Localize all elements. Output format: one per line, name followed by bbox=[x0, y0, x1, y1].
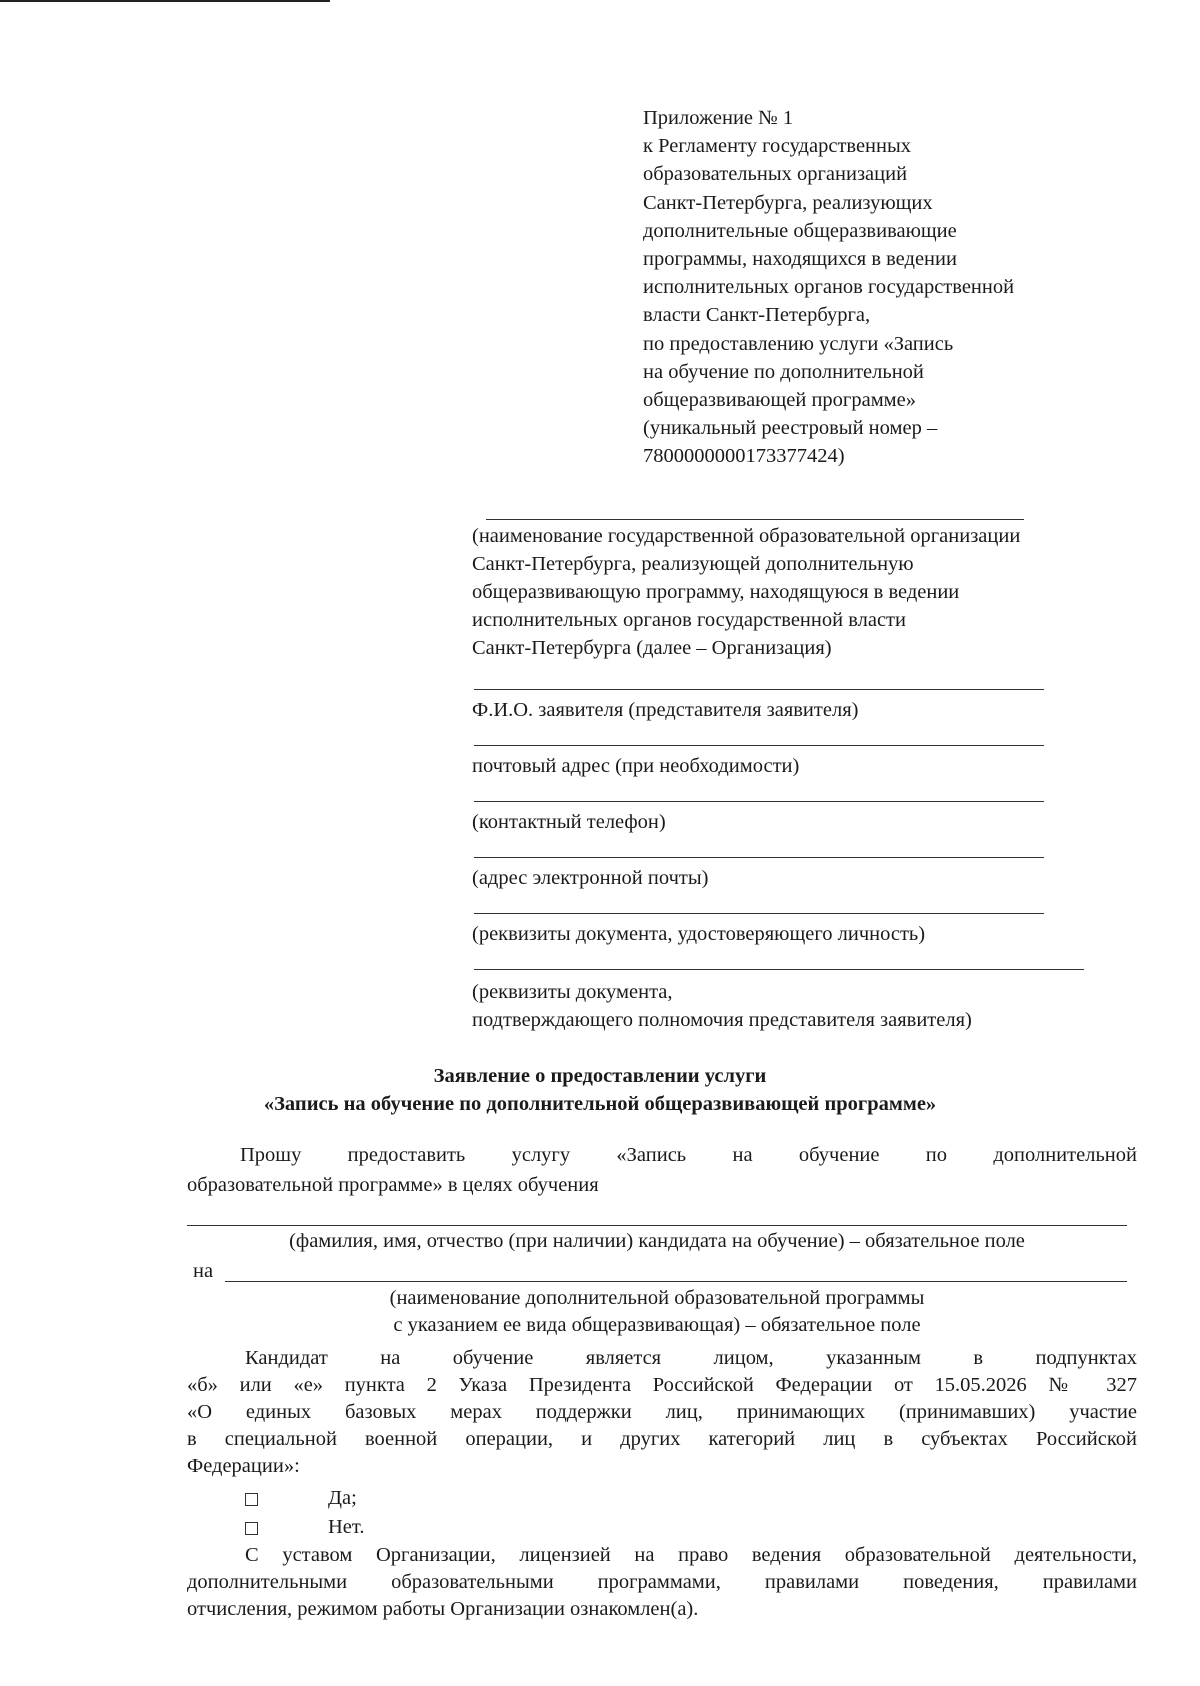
decree-last-line: Федерации»: bbox=[187, 1455, 300, 1477]
org-caption-line: Санкт-Петербурга (далее – Организация) bbox=[472, 637, 832, 659]
request-line-1: Прошу предоставить услугу «Запись на обучение по дополнительной bbox=[240, 1144, 1137, 1166]
authority-document-line[interactable] bbox=[474, 969, 1084, 970]
appendix-line: власти Санкт-Петербурга, bbox=[643, 304, 871, 327]
appendix-line: дополнительные общеразвивающие bbox=[643, 219, 957, 242]
title-line: Заявление о предоставлении услуги bbox=[433, 1065, 767, 1087]
option-no[interactable] bbox=[245, 1514, 364, 1540]
fio-line[interactable] bbox=[474, 689, 1044, 690]
option-no-label: Нет. bbox=[328, 1516, 365, 1538]
fio-caption: Ф.И.О. заявителя (представителя заявителя) bbox=[472, 699, 859, 721]
org-caption-line: исполнительных органов государственной власти bbox=[472, 609, 906, 631]
appendix-line: программы, находящихся в ведении bbox=[643, 248, 957, 271]
option-yes-label: Да; bbox=[328, 1487, 357, 1509]
ack-line-2: дополнительными образовательными программами, правилами поведения, правилами bbox=[187, 1571, 1137, 1593]
appendix-line: Санкт-Петербурга, реализующих bbox=[643, 191, 933, 214]
authority-caption bbox=[472, 978, 1132, 1034]
request-line-2: образовательной программе» в целях обучения bbox=[187, 1174, 599, 1196]
appendix-line: на обучение по дополнительной bbox=[643, 360, 924, 383]
program-caption-2: с указанием ее вида общеразвивающая) – обязательное поле bbox=[393, 1314, 921, 1336]
appendix-line: к Регламенту государственных bbox=[643, 135, 912, 158]
program-name-line[interactable] bbox=[225, 1281, 1127, 1282]
org-name-line[interactable] bbox=[486, 519, 1024, 520]
checkbox-no[interactable] bbox=[245, 1522, 258, 1535]
ack-last-line: отчисления, режимом работы Организации ознакомлен(а). bbox=[187, 1598, 699, 1620]
ack-line-1: С уставом Организации, лицензией на право ведения образовательной деятельности, bbox=[245, 1544, 1137, 1566]
email-line[interactable] bbox=[474, 857, 1044, 858]
appendix-line: исполнительных органов государственной bbox=[643, 276, 1015, 299]
org-caption-line: общеразвивающую программу, находящуюся в ведении bbox=[472, 581, 960, 603]
org-caption-line: Санкт-Петербурга, реализующей дополнительную bbox=[472, 553, 914, 575]
decree-line-4: в специальной военной операции, и других категорий лиц в субъектах Российской bbox=[187, 1428, 1137, 1450]
phone-caption: (контактный телефон) bbox=[472, 811, 666, 833]
phone-line[interactable] bbox=[474, 801, 1044, 802]
org-caption-line: (наименование государственной образовательной организации bbox=[472, 525, 1021, 547]
program-caption-1: (наименование дополнительной образовательной программы bbox=[389, 1287, 925, 1309]
authority-caption-line: (реквизиты документа, bbox=[472, 981, 673, 1003]
appendix-line: 7800000000173377424) bbox=[643, 445, 845, 468]
candidate-name-line[interactable] bbox=[187, 1225, 1127, 1226]
appendix-line: общеразвивающей программе» bbox=[643, 389, 916, 412]
email-caption: (адрес электронной почты) bbox=[472, 867, 709, 889]
postal-address-line[interactable] bbox=[474, 745, 1044, 746]
top-corner-rule bbox=[0, 0, 330, 2]
org-caption bbox=[472, 522, 1132, 662]
postal-caption: почтовый адрес (при необходимости) bbox=[472, 755, 800, 777]
option-yes[interactable] bbox=[245, 1485, 357, 1511]
title-line: «Запись на обучение по дополнительной общеразвивающей программе» bbox=[263, 1093, 937, 1115]
checkbox-yes[interactable] bbox=[245, 1493, 258, 1506]
authority-caption-line: подтверждающего полномочия представителя заявителя) bbox=[472, 1009, 972, 1031]
on-label: на bbox=[193, 1260, 214, 1282]
appendix-header bbox=[643, 104, 1113, 471]
appendix-line: по предоставлению услуги «Запись bbox=[643, 332, 954, 355]
decree-line-2: «б» или «е» пункта 2 Указа Президента Российской Федерации от 15.05.2026 № 327 bbox=[187, 1374, 1137, 1396]
decree-line-3: «О единых базовых мерах поддержки лиц, принимающих (принимавших) участие bbox=[187, 1401, 1137, 1423]
document-title bbox=[0, 1062, 1200, 1118]
decree-line-1: Кандидат на обучение является лицом, указанным в подпунктах bbox=[245, 1347, 1137, 1369]
appendix-line: образовательных организаций bbox=[643, 163, 908, 186]
id-document-line[interactable] bbox=[474, 913, 1044, 914]
appendix-line: Приложение № 1 bbox=[643, 107, 794, 129]
appendix-line: (уникальный реестровый номер – bbox=[643, 417, 938, 440]
id-document-caption: (реквизиты документа, удостоверяющего личность) bbox=[472, 923, 926, 945]
candidate-caption: (фамилия, имя, отчество (при наличии) кандидата на обучение) – обязательное поле bbox=[289, 1230, 1025, 1252]
